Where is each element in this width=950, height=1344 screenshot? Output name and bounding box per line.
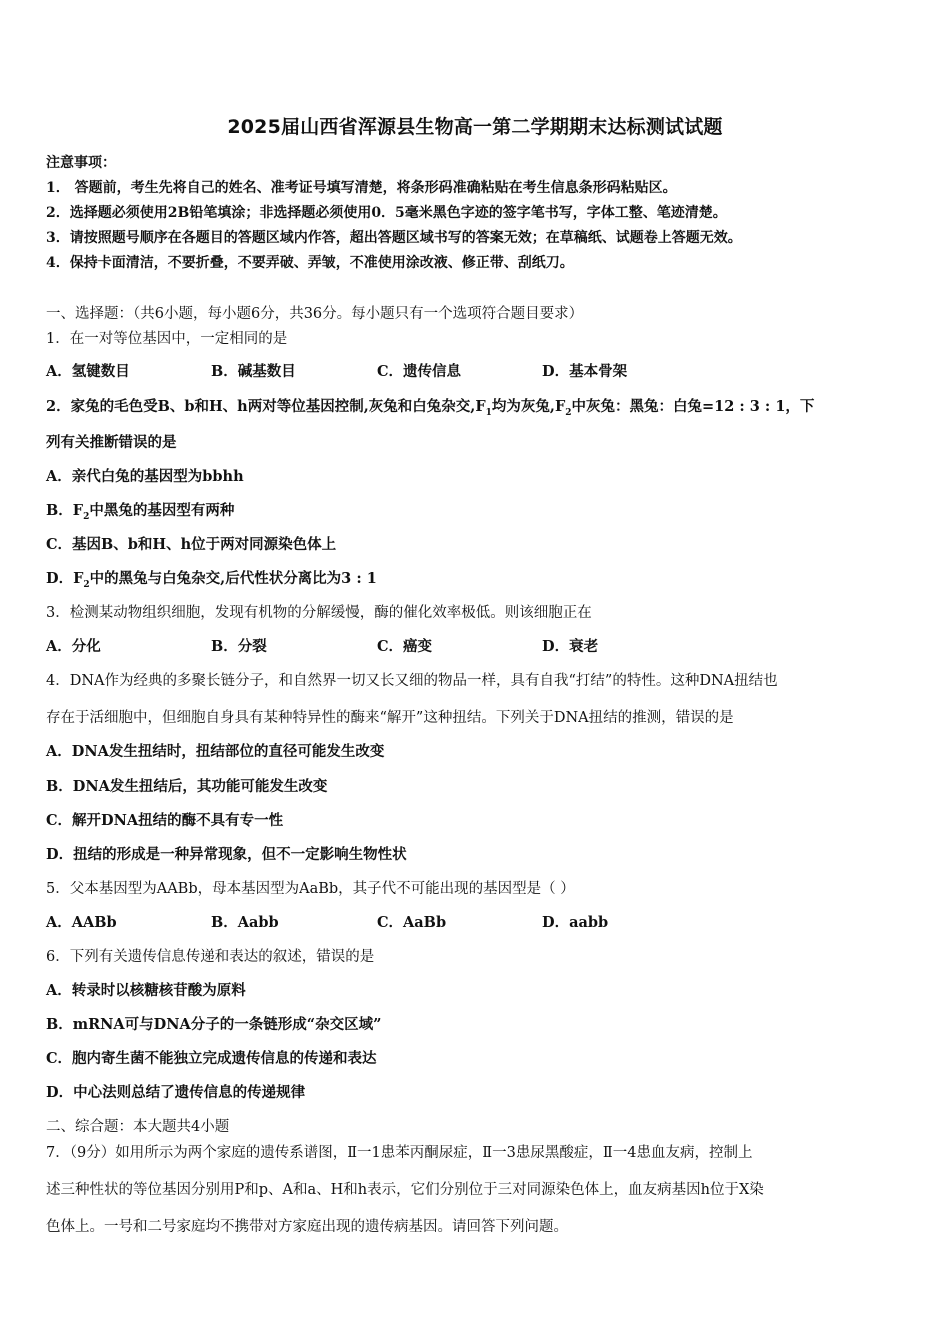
question-1-option-d[interactable]: D．基本骨架	[542, 363, 628, 380]
question-5-option-c[interactable]: C．AaBb	[377, 914, 447, 931]
subscript: 2	[565, 407, 572, 418]
subscript: 2	[83, 579, 90, 590]
question-2-stem-line2: 列有关推断错误的是	[46, 434, 177, 451]
question-6-option-b[interactable]: B．mRNA可与DNA分子的一条链形成“杂交区域”	[46, 1016, 382, 1033]
question-5-option-a[interactable]: A．AABb	[46, 914, 117, 931]
question-2-option-c[interactable]: C．基因B、b和H、h位于两对同源染色体上	[46, 536, 337, 553]
question-1-option-c[interactable]: C．遗传信息	[377, 363, 462, 380]
question-6-option-c[interactable]: C．胞内寄生菌不能独立完成遗传信息的传递和表达	[46, 1050, 377, 1067]
question-5-option-b[interactable]: B．Aabb	[211, 914, 279, 931]
question-7-line: 7．（9分）如用所示为两个家庭的遗传系谱图，Ⅱ一1患苯丙酮尿症，Ⅱ一3患尿黑酸症，Ⅱ一4患血友病，控制上	[46, 1145, 753, 1161]
question-3-stem: 3．检测某动物组织细胞，发现有机物的分解缓慢，酶的催化效率极低。则该细胞正在	[46, 605, 592, 621]
question-1-stem: 1．在一对等位基因中，一定相同的是	[46, 331, 288, 347]
question-3-option-d[interactable]: D．衰老	[542, 638, 599, 655]
option-text: B．F	[46, 502, 84, 519]
question-2-option-b[interactable]	[46, 499, 234, 522]
question-1-option-b[interactable]: B．碱基数目	[211, 363, 296, 380]
question-4-option-c[interactable]: C．解开DNA扭结的酶不具有专一性	[46, 812, 284, 829]
question-1-option-a[interactable]: A．氢键数目	[46, 363, 130, 380]
question-5-stem: 5．父本基因型为AABb，母本基因型为AaBb，其子代不可能出现的基因型是（ ）	[46, 881, 575, 897]
question-3-option-c[interactable]: C．癌变	[377, 638, 433, 655]
question-2-stem-part: 均为灰兔,F	[491, 398, 566, 415]
question-6-stem: 6．下列有关遗传信息传递和表达的叙述，错误的是	[46, 949, 375, 965]
question-3-option-a[interactable]: A．分化	[46, 638, 101, 655]
question-5-option-d[interactable]: D．aabb	[542, 914, 609, 931]
question-6-option-a[interactable]: A．转录时以核糖核苷酸为原料	[46, 982, 246, 999]
question-7-line: 述三种性状的等位基因分别用P和p、A和a、H和h表示，它们分别位于三对同源染色体上，血友病基因h位于X染	[46, 1182, 764, 1198]
subscript: 2	[83, 511, 90, 522]
question-2-stem-part: 2．家兔的毛色受B、b和H、h两对等位基因控制,灰兔和白兔杂交,F	[46, 398, 486, 415]
question-3-option-b[interactable]: B．分裂	[211, 638, 267, 655]
section-heading-choice: 一、选择题：（共6小题，每小题6分，共36分。每小题只有一个选项符合题目要求）	[46, 306, 584, 322]
question-4-option-d[interactable]: D．扭结的形成是一种异常现象，但不一定影响生物性状	[46, 846, 407, 863]
option-text: 中的黑兔与白兔杂交,后代性状分离比为3 : 1	[89, 570, 377, 587]
option-text: D．F	[46, 570, 84, 587]
question-2-stem	[46, 395, 814, 418]
subscript: 1	[485, 407, 492, 418]
question-4-option-a[interactable]: A．DNA发生扭结时，扭结部位的直径可能发生改变	[46, 743, 385, 760]
question-4-option-b[interactable]: B．DNA发生扭结后，其功能可能发生改变	[46, 778, 328, 795]
question-2-stem-part: 中灰兔：黑兔：白兔=12 : 3 : 1，下	[571, 398, 815, 415]
question-6-option-d[interactable]: D．中心法则总结了遗传信息的传递规律	[46, 1084, 306, 1101]
notice-item: 3．请按照题号顺序在各题目的答题区域内作答，超出答题区域书写的答案无效；在草稿纸、试题卷上答题无效。	[46, 230, 742, 246]
question-2-option-a[interactable]: A．亲代白兔的基因型为bbhh	[46, 468, 244, 485]
question-7-line: 色体上。一号和二号家庭均不携带对方家庭出现的遗传病基因。请回答下列问题。	[46, 1219, 568, 1235]
section-heading-comprehensive: 二、综合题：本大题共4小题	[46, 1119, 230, 1135]
question-4-stem-line2: 存在于活细胞中，但细胞自身具有某种特异性的酶来“解开”这种扭结。下列关于DNA扭结的推测，错误的是	[46, 710, 734, 726]
page-title: 2025届山西省浑源县生物高一第二学期期末达标测试试题	[227, 116, 723, 138]
question-4-stem: 4．DNA作为经典的多聚长链分子，和自然界一切又长又细的物品一样，具有自我“打结”的特性。这种DNA扭结也	[46, 673, 778, 689]
option-text: 中黑兔的基因型有两种	[89, 502, 235, 519]
notice-item: 1． 答题前，考生先将自己的姓名、准考证号填写清楚，将条形码准确粘贴在考生信息条形码粘贴区。	[46, 180, 677, 196]
notice-item: 4．保持卡面清洁，不要折叠，不要弄破、弄皱，不准使用涂改液、修正带、刮纸刀。	[46, 255, 574, 271]
question-2-option-d[interactable]	[46, 567, 377, 590]
notice-heading: 注意事项：	[46, 155, 116, 171]
notice-item: 2．选择题必须使用2B铅笔填涂；非选择题必须使用0．5毫米黑色字迹的签字笔书写，字体工整、笔迹清楚。	[46, 205, 727, 221]
